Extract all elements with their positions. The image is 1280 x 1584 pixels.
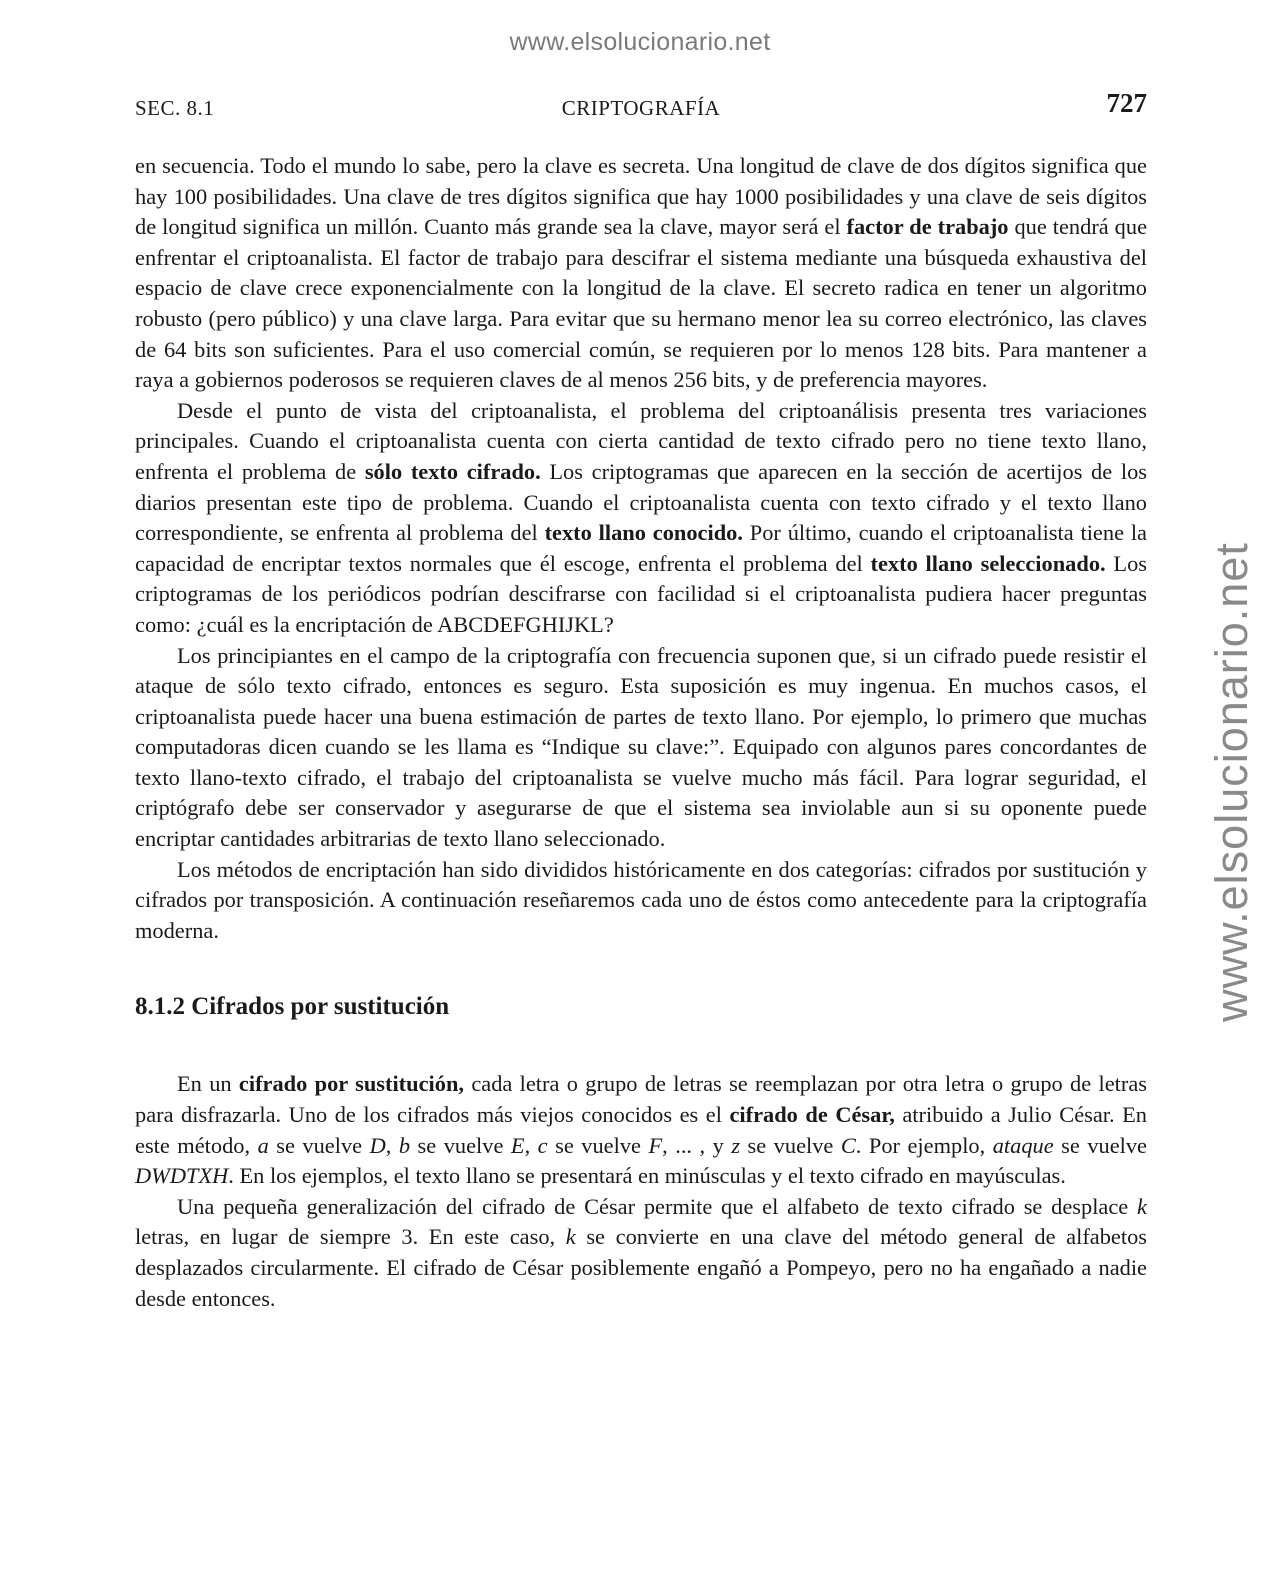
text-run: Los criptogramas de los periódicos podrían descifrarse con facilidad si el criptoanalista pudiera hacer preguntas como: ¿cuál es la encriptación de ABCDEFGHIJKL?	[135, 550, 1147, 637]
italic-word: DWDTXH	[135, 1163, 229, 1189]
term-texto-llano-conocido: texto llano conocido.	[544, 520, 743, 546]
watermark-top: www.elsolucionario.net	[509, 28, 771, 56]
term-texto-llano-seleccionado: texto llano seleccionado.	[870, 550, 1106, 576]
text-run: se vuelve	[547, 1132, 649, 1158]
italic-var: b	[398, 1132, 411, 1158]
text-run: ,	[524, 1132, 538, 1158]
text-run: ,	[385, 1132, 399, 1158]
term-cifrado-por-sustitucion: cifrado por sustitución,	[238, 1071, 464, 1097]
text-run: , ... , y	[662, 1132, 732, 1158]
text-run: . Por ejemplo,	[855, 1132, 993, 1158]
text-run: Desde el punto de vista del criptoanalista, el problema del criptoanálisis presenta tres variaciones principales. Cuando el criptoanalista cuenta con cierta cantidad de texto cifrado pero no tiene texto llano, enfrenta el problema de	[135, 397, 1147, 484]
text-run: se vuelve	[268, 1132, 370, 1158]
text-run: se vuelve	[740, 1132, 841, 1158]
term-factor-de-trabajo: factor de trabajo	[846, 214, 1009, 240]
italic-var: D	[369, 1132, 386, 1158]
italic-var: C	[840, 1132, 856, 1158]
paragraph-caesar-generalization	[135, 1192, 1147, 1314]
watermark-side-text: www.elsolucionario.net	[1206, 542, 1257, 1022]
paragraph-work-factor	[135, 151, 1147, 396]
italic-var: z	[731, 1132, 741, 1158]
section-heading: 8.1.2 Cifrados por sustitución	[135, 993, 450, 1021]
italic-var: k	[565, 1224, 576, 1250]
text-run: . En los ejemplos, el texto llano se presentará en minúsculas y el texto cifrado en mayúsculas.	[228, 1163, 1066, 1189]
paragraph-encryption-methods: Los métodos de encriptación han sido divididos históricamente en dos categorías: cifrados por sustitución y cifrados por transposición. A continuación reseñaremos cada uno de éstos como antecedente para la criptografía moderna.	[135, 856, 1147, 943]
chapter-title: CRIPTOGRAFÍA	[561, 96, 721, 120]
italic-var: k	[1137, 1193, 1147, 1219]
italic-var: c	[537, 1132, 548, 1158]
term-cifrado-de-cesar: cifrado de César,	[729, 1102, 895, 1128]
text-run: Los criptogramas que aparecen en la sección de acertijos de los diarios presentan este tipo de problema. Cuando el criptoanalista cuenta con texto cifrado y el texto llano correspondiente, se enfrenta al problema del	[135, 458, 1147, 546]
paragraph-cryptanalysis-variations	[135, 396, 1147, 641]
term-solo-texto-cifrado: sólo texto cifrado.	[364, 458, 541, 484]
running-head	[135, 88, 1147, 124]
italic-var: a	[257, 1132, 269, 1158]
paragraph-substitution-cipher	[135, 1069, 1147, 1191]
page-number: 727	[1106, 88, 1147, 118]
paragraph-beginners: Los principiantes en el campo de la criptografía con frecuencia suponen que, si un cifrado puede resistir el ataque de sólo texto cifrado, entonces es seguro. Esta suposición es muy ingenua. En muchos casos, el criptoanalista puede hacer una buena estimación de partes de texto llano. Por ejemplo, lo primero que muchas computadoras dicen cuando se les llama es “Indique su clave:”. Equipado con algunos pares concordantes de texto llano-texto cifrado, el trabajo del criptoanalista se vuelve mucho más fácil. Para lograr seguridad, el criptógrafo debe ser conservador y asegurarse de que el sistema sea inviolable aun si su oponente puede encriptar cantidades arbitrarias de texto llano seleccionado.	[135, 642, 1147, 852]
italic-word: ataque	[992, 1132, 1054, 1158]
page-content	[135, 151, 1147, 1314]
italic-var: E	[510, 1132, 525, 1158]
text-run: en secuencia. Todo el mundo lo sabe, pero la clave es secreta. Una longitud de clave de dos dígitos significa que hay 100 posibilidades. Una clave de tres dígitos significa que hay 1000 posibilidades y una clave de seis dígitos de longitud significa un millón. Cuanto más grande sea la clave, mayor será el	[135, 153, 1147, 240]
text-run: letras, en lugar de siempre 3. En este caso,	[135, 1224, 566, 1250]
text-run: Una pequeña generalización del cifrado de César permite que el alfabeto de texto cifrado se desplace	[177, 1193, 1138, 1219]
text-run: se convierte en una clave del método general de alfabetos desplazados circularmente. El cifrado de César posiblemente engañó a Pompeyo, pero no ha engañado a nadie desde entonces.	[135, 1224, 1147, 1311]
text-run: cada letra o grupo de letras se reemplazan por otra letra o grupo de letras para disfrazarla. Uno de los cifrados más viejos conocidos es el	[135, 1071, 1147, 1128]
italic-var: F	[648, 1132, 663, 1158]
text-run: que tendrá que enfrentar el criptoanalista. El factor de trabajo para descifrar el sistema mediante una búsqueda exhaustiva del espacio de clave crece exponencialmente con la longitud de la clave. El secreto radica en tener un algoritmo robusto (pero público) y una clave larga. Para evitar que su hermano menor lea su correo electrónico, las claves de 64 bits son suficientes. Para el uso comercial común, se requieren por lo menos 128 bits. Para mantener a raya a gobiernos poderosos se requieren claves de al menos 256 bits, y de preferencia mayores.	[135, 214, 1148, 393]
text-run: atribuido a Julio César. En este método,	[135, 1102, 1147, 1158]
text-run: Por último, cuando el criptoanalista tiene la capacidad de encriptar textos normales que él escoge, enfrenta el problema del	[135, 520, 1147, 576]
text-run: se vuelve	[410, 1132, 511, 1158]
text-run: En un	[177, 1071, 239, 1097]
section-number: SEC. 8.1	[135, 96, 215, 120]
text-run: se vuelve	[1053, 1132, 1147, 1158]
